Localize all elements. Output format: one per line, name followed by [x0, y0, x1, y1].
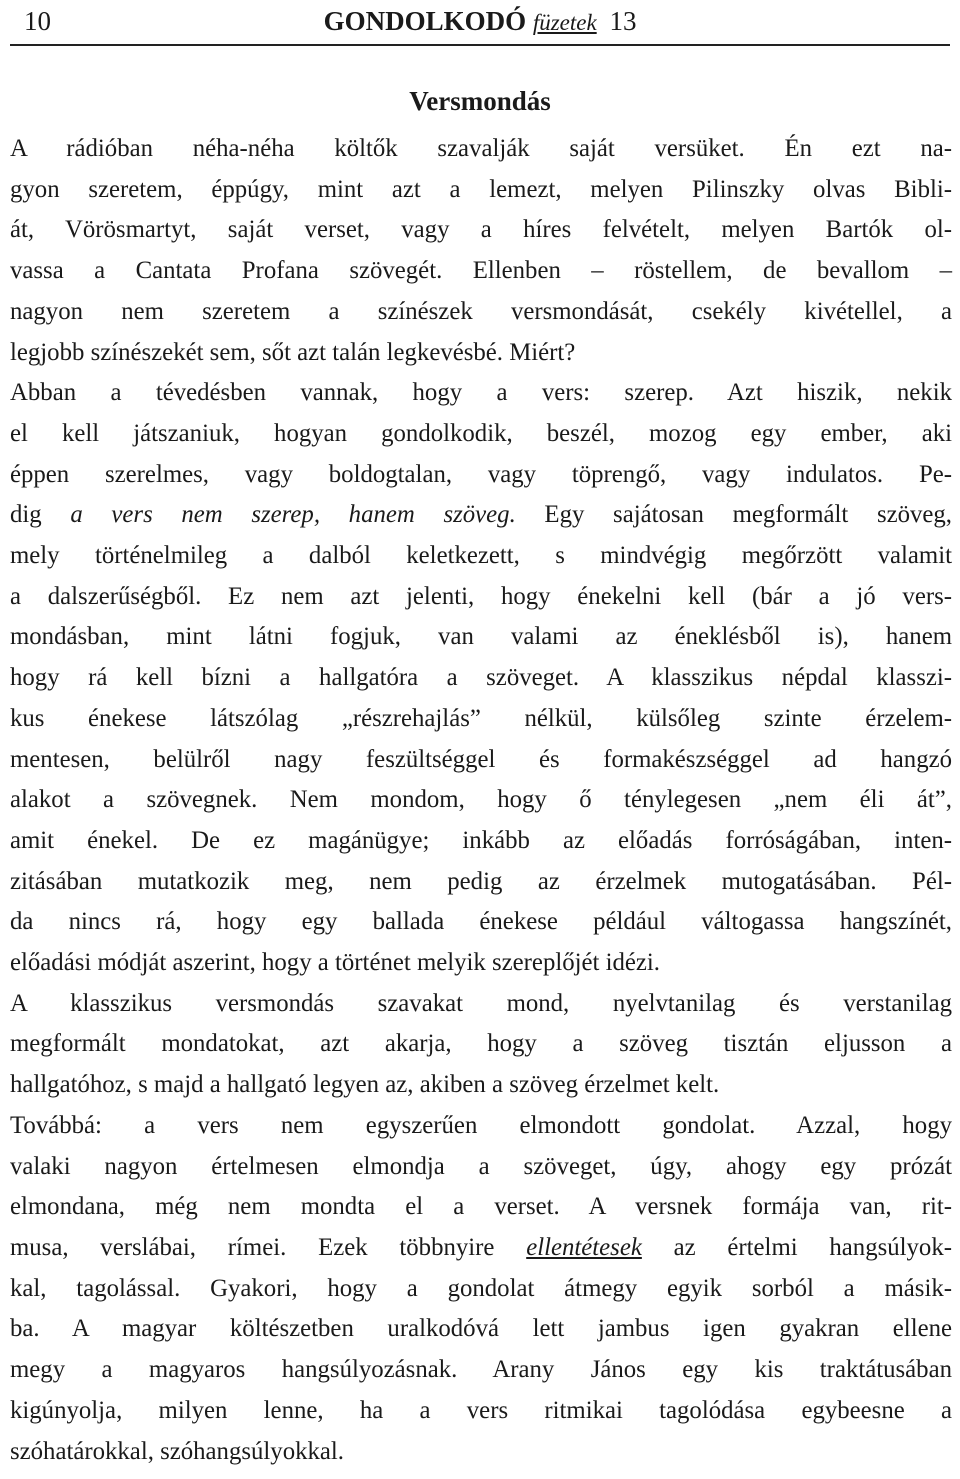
- text-line: kigúnyolja, milyen lenne, ha a vers ritmikai tagolódása egybeesne a: [10, 1396, 952, 1424]
- journal-series: füzetek: [532, 10, 597, 35]
- text-line: valaki nagyon értelmesen elmondja a szöveget, úgy, ahogy egy prózát: [10, 1152, 952, 1180]
- text-line: át, Vörösmartyt, saját verset, vagy a híres felvételt, melyen Bartók ol-: [10, 216, 952, 244]
- emphasis-text: ellentétesek: [526, 1233, 642, 1261]
- text-line: amit énekel. De ez magánügye; inkább az előadás forróságában, inten-: [10, 826, 952, 854]
- text-line: gyon szeretem, éppúgy, mint azt a lemezt, melyen Pilinszky olvas Bibli-: [10, 175, 952, 203]
- text-line: mentesen, belülről nagy feszültséggel és formakészséggel ad hangzó: [10, 745, 952, 773]
- text-line: mely történelmileg a dalból keletkezett, s mindvégig megőrzött valamit: [10, 542, 952, 570]
- text-line: [10, 1228, 952, 1269]
- text-line: mondásban, mint látni fogjuk, van valami az éneklésből is), hanem: [10, 623, 952, 651]
- text-line: A rádióban néha-néha költők szavalják saját versüket. Én ezt na-: [10, 135, 952, 162]
- text-line: vassa a Cantata Profana szövegét. Ellenben – röstellem, de bevallom –: [10, 257, 952, 285]
- text-line: hogy rá kell bízni a hallgatóra a szöveget. A klasszikus népdal klasszi-: [10, 664, 952, 692]
- text-line: nagyon nem szeretem a színészek versmondását, csekély kivétellel, a: [10, 297, 952, 325]
- text-run: dig: [10, 501, 71, 529]
- text-line: kus énekese látszólag „részrehajlás” nélkül, külsőleg szinte érzelem-: [10, 704, 952, 732]
- text-line: hallgatóhoz, s majd a hallgató legyen az, akiben a szöveg érzelmet kelt.: [10, 1071, 720, 1099]
- text-line: előadási módját aszerint, hogy a történet melyik szereplőjét idézi.: [10, 949, 660, 977]
- text-line: kal, tagolással. Gyakori, hogy a gondolat átmegy egyik sorból a másik-: [10, 1274, 952, 1302]
- page-header: [10, 0, 950, 46]
- text-line: da nincs rá, hogy egy ballada énekese például váltogassa hangszínét,: [10, 908, 952, 936]
- running-title: [10, 6, 950, 37]
- text-line: A klasszikus versmondás szavakat mond, nyelvtanilag és verstanilag: [10, 989, 952, 1017]
- article-body: [10, 129, 952, 1472]
- text-line: zitásában mutatkozik meg, nem pedig az érzelmek mutogatásában. Pél-: [10, 867, 952, 895]
- emphasis-text: a vers nem szerep, hanem szöveg.: [70, 501, 516, 529]
- text-line: [10, 495, 952, 536]
- text-line: megy a magyaros hangsúlyozásnak. Arany János egy kis traktátusában: [10, 1356, 952, 1384]
- text-run: Egy sajátosan megformált szöveg,: [515, 501, 952, 529]
- text-line: elmondana, még nem mondta el a verset. A versnek formája van, rit-: [10, 1193, 952, 1221]
- text-run: az értelmi hangsúlyok-: [641, 1233, 952, 1261]
- journal-name: GONDOLKODÓ: [323, 6, 527, 36]
- text-line: Továbbá: a vers nem egyszerűen elmondott gondolat. Azzal, hogy: [10, 1111, 952, 1139]
- text-line: Abban a tévedésben vannak, hogy a vers: szerep. Azt hiszik, nekik: [10, 379, 952, 407]
- journal-issue: 13: [609, 6, 637, 36]
- text-line: el kell játszaniuk, hogyan gondolkodik, beszél, mozog egy ember, aki: [10, 419, 952, 447]
- text-line: szóhatárokkal, szóhangsúlyokkal.: [10, 1437, 344, 1465]
- text-line: ba. A magyar költészetben uralkodóvá lett jambus igen gyakran ellene: [10, 1315, 952, 1343]
- page-number: 10: [24, 6, 51, 36]
- text-line: legjobb színészekét sem, sőt azt talán legkevésbé. Miért?: [10, 338, 576, 366]
- text-line: megformált mondatokat, azt akarja, hogy a szöveg tisztán eljusson a: [10, 1030, 952, 1058]
- text-line: éppen szerelmes, vagy boldogtalan, vagy töprengő, vagy indulatos. Pe-: [10, 460, 952, 488]
- text-line: a dalszerűségből. Ez nem azt jelenti, hogy énekelni kell (bár a jó vers-: [10, 582, 952, 610]
- text-line: alakot a szövegnek. Nem mondom, hogy ő ténylegesen „nem éli át”,: [10, 786, 952, 814]
- section-title: Versmondás: [409, 86, 551, 116]
- text-run: musa, verslábai, rímei. Ezek többnyire: [10, 1233, 527, 1261]
